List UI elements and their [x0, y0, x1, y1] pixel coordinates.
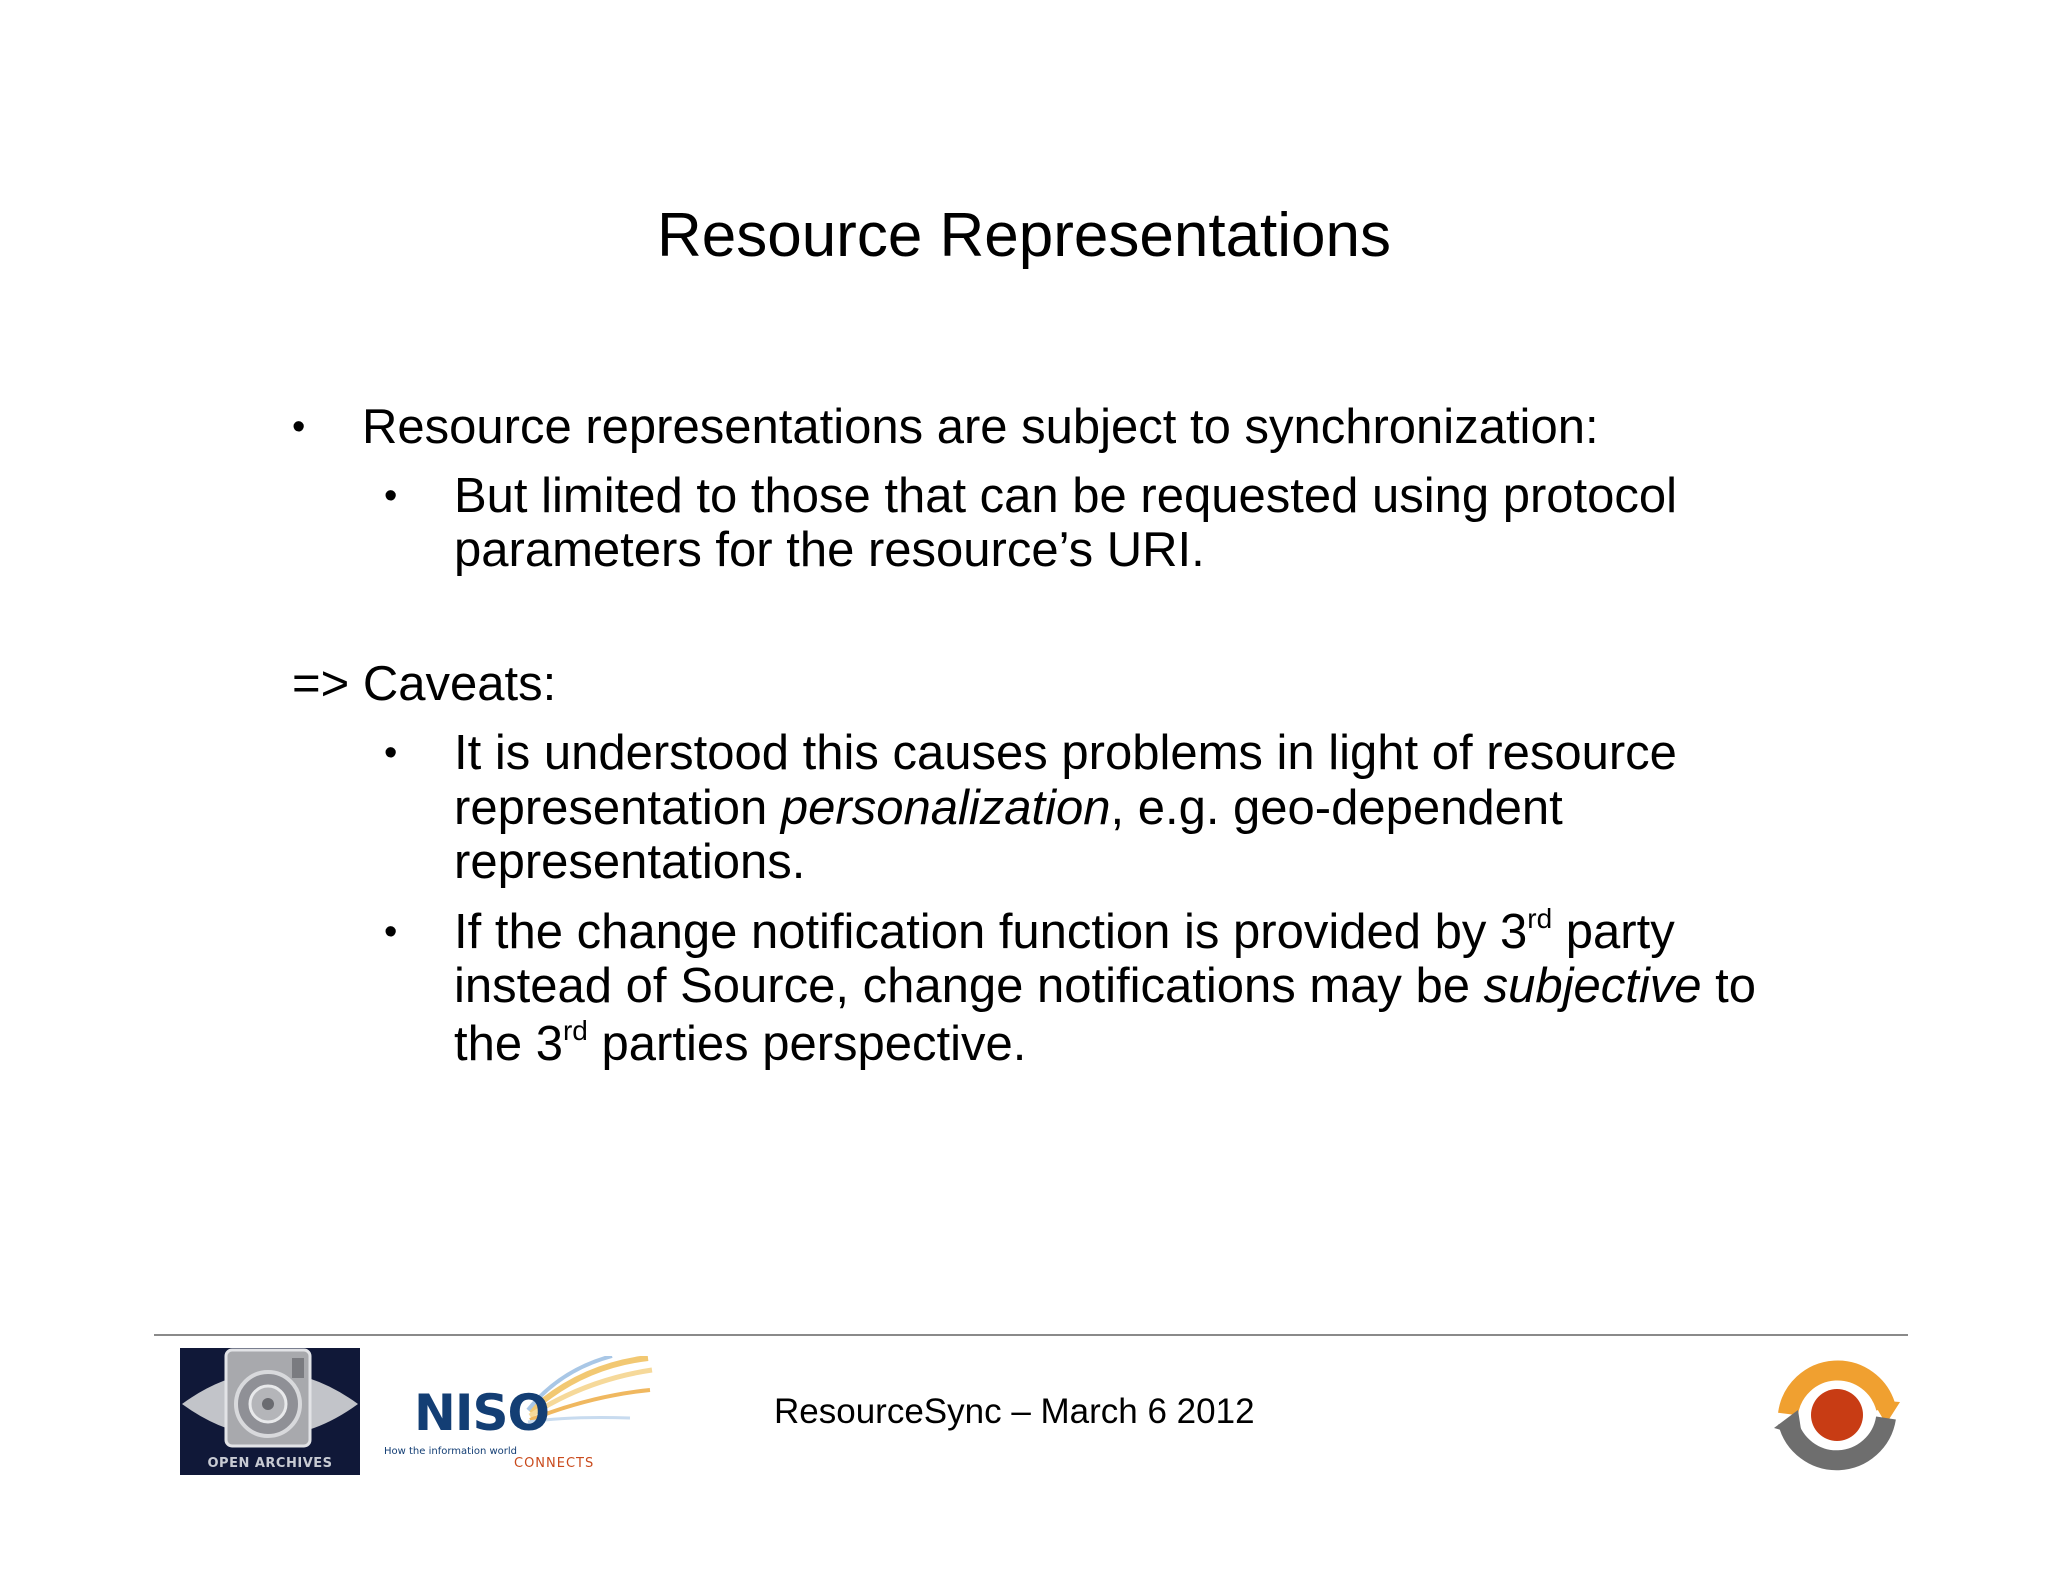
bullet-resource-representations: Resource representations are subject to synchronization:	[362, 400, 1599, 454]
caveats-heading: => Caveats:	[292, 657, 557, 711]
sub-bullet-limited-line2: parameters for the resource’s URI.	[454, 523, 1205, 577]
footer-event-date: ResourceSync – March 6 2012	[774, 1392, 1255, 1431]
superscript-rd: rd	[562, 1015, 588, 1046]
open-archives-logo-text: OPEN ARCHIVES	[207, 1456, 333, 1471]
niso-logo-connects: CONNECTS	[514, 1456, 595, 1471]
caveat-text: representation	[454, 781, 781, 835]
emphasis-personalization: personalization	[780, 781, 1111, 835]
caveat-third-party-line1	[454, 904, 1675, 960]
caveat-text: , e.g. geo-dependent	[1110, 781, 1563, 835]
emphasis-subjective: subjective	[1483, 959, 1702, 1013]
slide-title: Resource Representations	[656, 201, 1392, 270]
bullet-marker: •	[384, 732, 398, 774]
caveat-personalization-line2	[454, 780, 1563, 836]
footer-divider	[154, 1334, 1908, 1336]
caveat-third-party-line2	[454, 958, 1756, 1014]
caveat-personalization-line1: It is understood this causes problems in light of resource	[454, 726, 1677, 780]
caveat-text: instead of Source, change notifications may be	[454, 959, 1484, 1013]
sub-bullet-limited-line1: But limited to those that can be requested using protocol	[454, 469, 1678, 523]
caveat-third-party-line3	[454, 1016, 1026, 1072]
resourcesync-logo-icon	[1774, 1352, 1900, 1478]
bullet-marker: •	[384, 911, 398, 953]
niso-logo-word: NISO	[414, 1384, 549, 1442]
bullet-marker: •	[292, 406, 306, 448]
superscript-rd: rd	[1527, 903, 1553, 934]
niso-logo-icon	[380, 1356, 656, 1474]
open-archives-logo-icon	[180, 1348, 360, 1475]
niso-logo-tagline: How the information world	[384, 1446, 518, 1457]
caveat-text: to	[1701, 959, 1757, 1013]
caveat-text: parties perspective.	[587, 1017, 1027, 1071]
caveat-text: If the change notification function is provided by 3	[454, 905, 1528, 959]
caveat-text: the 3	[454, 1017, 563, 1071]
caveat-personalization-line3: representations.	[454, 835, 806, 889]
caveat-text: party	[1552, 905, 1675, 959]
bullet-marker: •	[384, 475, 398, 517]
